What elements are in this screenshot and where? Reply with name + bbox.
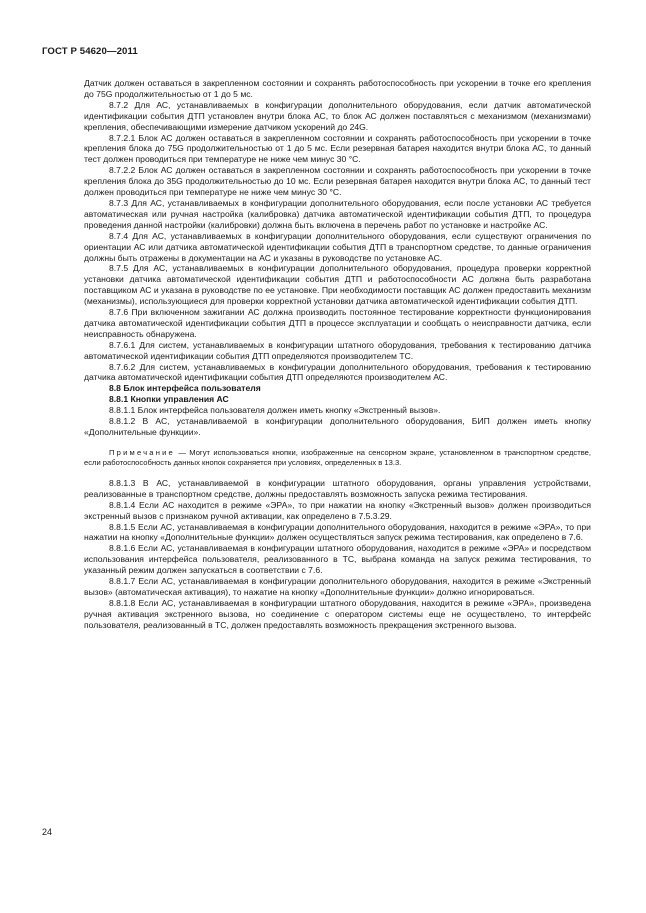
paragraph: 8.7.2 Для АС, устанавливаемых в конфигурации дополнительного оборудования, если датчик автоматической идентификации события ДТП установлен внутри блока АС, то блок АС должен поставляться с механизмом (механизмами) крепления, обеспечивающими измерение датчиком ускорений до 24G.	[84, 99, 591, 132]
subsection-heading: 8.8.1 Кнопки управления АС	[109, 394, 229, 405]
page-number: 24	[42, 827, 53, 837]
paragraph: 8.8.1.2 В АС, устанавливаемой в конфигурации дополнительного оборудования, БИП должен иметь кнопку «Дополнительные функции».	[84, 416, 591, 437]
paragraph: Датчик должен оставаться в закрепленном состоянии и сохранять работоспособность при ускорении в точке его крепления до 75G продолжительностью от 1 до 5 мс.	[84, 78, 591, 99]
paragraph: 8.8.1.7 Если АС, устанавливаемая в конфигурации дополнительного оборудования, находится в режиме «Экстренный вызов» (автоматическая активация), то нажатие на кнопку «Дополнительные функции» должно игнорироваться.	[84, 576, 591, 597]
paragraph: 8.8.1.3 В АС, устанавливаемой в конфигурации штатного оборудования, органы управления устройствами, реализованные в транспортном средстве, должны предоставлять возможность запуска режима тестирования.	[84, 477, 591, 499]
paragraph: 8.7.2.2 Блок АС должен оставаться в закрепленном состоянии и сохранять работоспособность при ускорении в точке крепления блока до 35G продолжительностью до 10 мс. Если резервная батарея находится внутри блока АС, то данный тест должен проводиться при температуре не ниже чем минус 30 °С.	[84, 165, 591, 198]
document-header: ГОСТ Р 54620—2011	[42, 46, 138, 57]
document-body	[84, 78, 591, 631]
paragraph: 8.7.3 Для АС, устанавливаемых в конфигурации дополнительного оборудования, если после установки АС требуется автоматическая или ручная настройка (калибровка) датчика автоматической идентификации события ДТП, то процедура проведения данной настройки (калибровки) должна быть включена в перечень работ по установке и настройке АС.	[84, 197, 591, 230]
paragraph: 8.8.1.6 Если АС, устанавливаемая в конфигурации штатного оборудования, находится в режиме «ЭРА» и посредством использования интерфейса пользователя, реализованного в ТС, выбрана команда на запуск режима тестирования, то указанный режим должен запускаться в соответствии с 7.6.	[84, 543, 591, 576]
note-block	[84, 448, 591, 468]
paragraph: 8.7.4 Для АС, устанавливаемых в конфигурации дополнительного оборудования, если существуют ограничения по ориентации АС или датчика автоматической идентификации события ДТП в транспортном средстве, то данные ограничения должны быть отражены в документации на АС и указаны в руководстве по установке АС.	[84, 230, 591, 263]
paragraph: 8.8.1.1 Блок интерфейса пользователя должен иметь кнопку «Экстренный вызов».	[109, 405, 441, 416]
paragraph: 8.7.5 Для АС, устанавливаемых в конфигурации дополнительного оборудования, процедура проверки корректной установки датчика автоматической идентификации события ДТП и работоспособности АС должна быть разработана поставщиком АС и указана в руководстве по ее установке. При необходимости поставщик АС должен предоставить механизм (механизмы), использующиеся для проверки корректной установки датчика автоматической идентификации события ДТП.	[84, 263, 591, 307]
note-text: — Могут использоваться кнопки, изображенные на сенсорном экране, установленном в транспортном средстве, если работоспособность данных кнопок сохраняется при условиях, определенных в 13.3.	[84, 447, 591, 467]
note-label: Примечание	[109, 447, 175, 457]
paragraph: 8.8.1.4 Если АС находится в режиме «ЭРА», то при нажатии на кнопку «Экстренный вызов» должен производиться экстренный вызов с признаком ручной активации, как определено в 7.5.3.29.	[84, 499, 591, 521]
paragraph: 8.7.6.2 Для систем, устанавливаемых в конфигурации дополнительного оборудования, требования к тестированию датчика автоматической идентификации события ДТП определяются производителем АС.	[84, 361, 591, 383]
paragraph: 8.7.6.1 Для систем, устанавливаемых в конфигурации штатного оборудования, требования к тестированию датчика автоматической идентификации события ДТП определяются производителем ТС.	[84, 339, 591, 361]
section-heading: 8.8 Блок интерфейса пользователя	[109, 383, 261, 394]
paragraph: 8.8.1.8 Если АС, устанавливаемая в конфигурации штатного оборудования, находится в режиме «ЭРА», произведена ручная активация экстренного вызова, но соединение с оператором системы еще не осуществлено, то интерфейс пользователя, реализованный в ТС, должен предоставлять возможность прекращения экстренного вызова.	[84, 597, 591, 630]
paragraph: 8.8.1.5 Если АС, устанавливаемая в конфигурации дополнительного оборудования, находится в режиме «ЭРА», то при нажатии на кнопку «Дополнительные функции» должен осуществляться запуск режима тестирования, как определено в 7.6.	[84, 521, 591, 543]
paragraph: 8.7.6 При включенном зажигании АС должна производить постоянное тестирование корректности функционирования датчика автоматической идентификации события ДТП в процессе эксплуатации и сообщать о неисправности датчика, если неисправность обнаружена.	[84, 307, 591, 339]
paragraph: 8.7.2.1 Блок АС должен оставаться в закрепленном состоянии и сохранять работоспособность при ускорении в точке крепления блока до 75G продолжительностью от 1 до 5 мс. Если резервная батарея находится внутри блока АС, то данный тест должен проводиться при температуре не ниже чем минус 30 °С.	[84, 132, 591, 165]
